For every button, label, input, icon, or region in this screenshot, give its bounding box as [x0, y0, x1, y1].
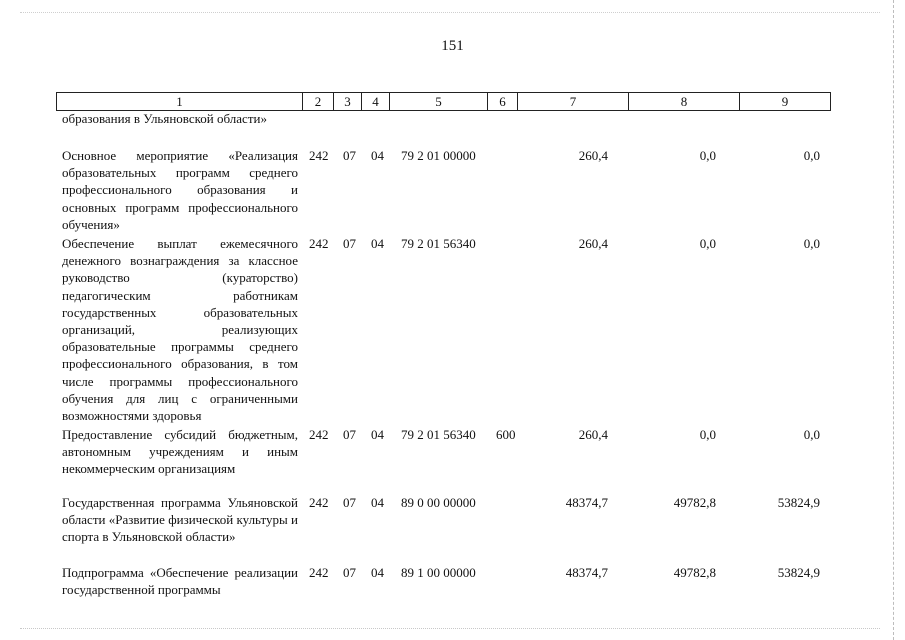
row-col-5: 89 1 00 00000 — [401, 565, 476, 580]
header-col-6: 6 — [488, 93, 518, 111]
row-col-9: 0,0 — [803, 236, 820, 251]
row-col-2: 242 — [309, 495, 329, 510]
row-col-3: 07 — [343, 495, 356, 510]
row-description: Основное мероприятие «Реализация образовательных программ среднего профессионального образования и основных программ профессионального обучения» — [62, 148, 298, 232]
row-col-8: 49782,8 — [673, 565, 716, 580]
header-col-8: 8 — [629, 93, 740, 111]
row-col-5: 89 0 00 00000 — [401, 495, 476, 510]
row-col-9: 53824,9 — [777, 495, 820, 510]
page-number: 151 — [441, 38, 464, 54]
row-col-8: 0,0 — [699, 148, 716, 163]
row-col-8: 0,0 — [699, 427, 716, 442]
row-col-3: 07 — [343, 427, 356, 442]
row-col-4: 04 — [371, 427, 384, 442]
row-col-5: 79 2 01 00000 — [401, 148, 476, 163]
row-col-8: 0,0 — [699, 236, 716, 251]
row-col-3: 07 — [343, 565, 356, 580]
row-description: Государственная программа Ульяновской области «Развитие физической культуры и спорта в Ульяновской области» — [62, 495, 298, 545]
row-col-3: 07 — [343, 148, 356, 163]
row-col-4: 04 — [371, 565, 384, 580]
header-col-3: 3 — [334, 93, 362, 111]
header-col-7: 7 — [518, 93, 629, 111]
row-col-7: 48374,7 — [565, 565, 608, 580]
row-col-4: 04 — [371, 148, 384, 163]
row-description: Предоставление субсидий бюджетным, автономным учреждениям и иным некоммерческим организациям — [62, 427, 298, 477]
row-col-7: 260,4 — [578, 148, 608, 163]
row-col-3: 07 — [343, 236, 356, 251]
row-col-5: 79 2 01 56340 — [401, 427, 476, 442]
row-col-2: 242 — [309, 427, 329, 442]
row-col-9: 0,0 — [803, 427, 820, 442]
row-description: образования в Ульяновской области» — [62, 111, 267, 126]
row-col-7: 260,4 — [578, 236, 608, 251]
header-col-1: 1 — [57, 93, 303, 111]
row-col-9: 0,0 — [803, 148, 820, 163]
row-col-7: 260,4 — [578, 427, 608, 442]
row-col-4: 04 — [371, 495, 384, 510]
header-col-5: 5 — [390, 93, 488, 111]
row-col-9: 53824,9 — [777, 565, 820, 580]
header-col-4: 4 — [362, 93, 390, 111]
row-col-8: 49782,8 — [673, 495, 716, 510]
row-col-6: 600 — [496, 427, 516, 442]
row-description: Подпрограмма «Обеспечение реализации государственной программы — [62, 565, 298, 598]
header-col-9: 9 — [740, 93, 831, 111]
row-description: Обеспечение выплат ежемесячного денежного вознаграждения за классное руководство (кураторство) педагогическим работникам государственных образовательных организаций, реализующих образовательные программы среднего профессионального образования, в том числе программы профессионального обучения для лиц с ограниченными возможностями здоровья — [62, 236, 298, 424]
row-col-2: 242 — [309, 148, 329, 163]
row-col-5: 79 2 01 56340 — [401, 236, 476, 251]
row-col-4: 04 — [371, 236, 384, 251]
row-col-7: 48374,7 — [565, 495, 608, 510]
header-col-2: 2 — [303, 93, 334, 111]
row-col-2: 242 — [309, 565, 329, 580]
row-col-2: 242 — [309, 236, 329, 251]
